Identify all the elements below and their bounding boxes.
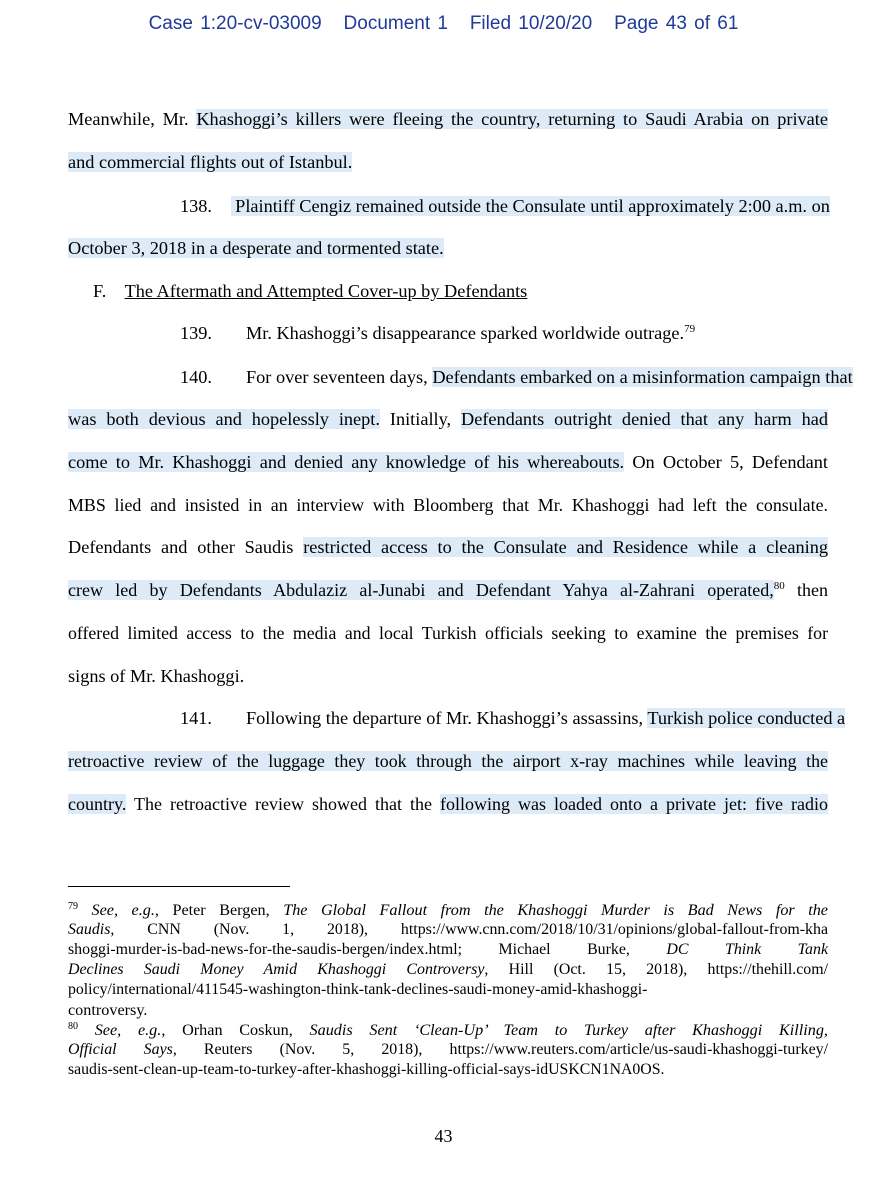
highlight: following was loaded onto a private jet: five radio (439, 794, 828, 814)
body-line: Defendants and other Saudis restricted access to the Consulate and Residence while a cleaning (68, 537, 829, 557)
highlight: Defendants embarked on a misinformation campaign that (432, 367, 853, 387)
section-title: The Aftermath and Attempted Cover-up by Defendants (124, 281, 528, 301)
highlight: Khashoggi’s killers were fleeing the country, returning to Saudi Arabia on private (196, 109, 828, 129)
paragraph-number: 138. (180, 196, 212, 216)
page-number: 43 (434, 1126, 453, 1146)
footnote-number: 80 (68, 1021, 78, 1032)
paragraph-number: 141. (180, 708, 212, 728)
paragraph-141-line: 141. Following the departure of Mr. Khashoggi’s assassins, Turkish police conducted a (180, 708, 846, 728)
highlight: country. (68, 794, 127, 814)
footnote-link[interactable]: , Reuters (Nov. 5, 2018), https://www.reuters.com/article/us-saudi-khashoggi-turkey/ (172, 1041, 828, 1058)
body-line: offered limited access to the media and local Turkish officials seeking to examine the premises for (68, 623, 828, 643)
section-letter: F. (93, 281, 107, 301)
body-line: MBS lied and insisted in an interview with Bloomberg that Mr. Khashoggi had left the consulate. (68, 495, 828, 515)
footnote-link[interactable]: policy/international/411545-washington-think-tank-declines-saudi-money-amid-khashoggi- (68, 981, 648, 998)
footnote-link[interactable]: shoggi-murder-is-bad-news-for-the-saudis-bergen/index.html; Michael Burke, (68, 941, 667, 958)
footnote-line: Declines Saudi Money Amid Khashoggi Controversy, Hill (Oct. 15, 2018), https://thehill.com/ (68, 961, 828, 978)
footnote-ref[interactable]: 80 (773, 580, 785, 592)
paragraph-number: 140. (180, 367, 212, 387)
highlight: and commercial flights out of Istanbul. (68, 152, 353, 172)
highlight: Turkish police conducted a (647, 708, 846, 728)
page-indicator: Page 43 of 61 (614, 13, 739, 34)
highlight: retroactive review of the luggage they took through the airport x-ray machines while leaving the (68, 751, 828, 771)
body-line: was both devious and hopelessly inept. Initially, Defendants outright denied that any harm had (68, 409, 828, 429)
footnote-ref[interactable]: 79 (684, 323, 696, 335)
footnote-79: $^{79}$ See, e.g., Peter Bergen, The Global Fallout from the Khashoggi Murder is Bad News for the (68, 901, 828, 919)
case-number: Case 1:20-cv-03009 (148, 13, 322, 34)
body-line: signs of Mr. Khashoggi. (68, 666, 245, 686)
highlight: come to Mr. Khashoggi and denied any knowledge of his whereabouts. (68, 452, 625, 472)
body-line: crew led by Defendants Abdulaziz al-Junabi and Defendant Yahya al-Zahrani operated,$^{80}$ then (68, 580, 828, 600)
body-line: country. The retroactive review showed that the following was loaded onto a private jet: five radio (68, 794, 828, 814)
highlight: restricted access to the Consulate and Residence while a cleaning (303, 537, 829, 557)
footnote-link[interactable]: controversy. (68, 1001, 148, 1019)
document-number: Document 1 (343, 13, 448, 34)
highlight: October 3, 2018 in a desperate and tormented state. (68, 238, 444, 258)
body-line (68, 151, 828, 173)
body-line (68, 750, 828, 772)
footnote-line: Saudis, CNN (Nov. 1, 2018), https://www.cnn.com/2018/10/31/opinions/global-fallout-from-kha (68, 921, 828, 938)
section-heading (68, 280, 853, 302)
filed-date: Filed 10/20/20 (469, 13, 593, 34)
body-line (68, 237, 828, 259)
body-line: come to Mr. Khashoggi and denied any knowledge of his whereabouts. On October 5, Defendant (68, 452, 828, 472)
paragraph-number: 139. (180, 323, 212, 343)
highlight: crew led by Defendants Abdulaziz al-Junabi and Defendant Yahya al-Zahrani operated, (68, 580, 774, 600)
paragraph-138-line (68, 195, 828, 217)
footnote-link[interactable]: saudis-sent-clean-up-team-to-turkey-after-khashoggi-killing-official-says-idUSKCN1NA0OS. (68, 1061, 665, 1078)
paragraph-139-line: 139. Mr. Khashoggi’s disappearance sparked worldwide outrage.$^{79}$ (180, 323, 696, 343)
footnote-link[interactable]: , CNN (Nov. 1, 2018), https://www.cnn.com/2018/10/31/opinions/global-fallout-from-kha (110, 921, 828, 938)
footnote-link[interactable]: , Hill (Oct. 15, 2018), https://thehill.com/ (484, 961, 828, 978)
footnote-line: shoggi-murder-is-bad-news-for-the-saudis-bergen/index.html; Michael Burke, DC Think Tank (68, 941, 829, 958)
highlight: Defendants outright denied that any harm had (461, 409, 828, 429)
body-line: Meanwhile, Mr. Khashoggi’s killers were fleeing the country, returning to Saudi Arabia on private (68, 109, 828, 129)
footnote-divider (68, 886, 290, 887)
highlight: was both devious and hopelessly inept. (68, 409, 380, 429)
highlight: Plaintiff Cengiz remained outside the Consulate until approximately 2:00 a.m. on (230, 196, 830, 216)
footnote-80: $^{80}$ See, e.g., Orhan Coskun, Saudis Sent ‘Clean-Up’ Team to Turkey after Khashoggi Killing, (68, 1021, 828, 1039)
footnote-number: 79 (68, 901, 78, 912)
paragraph-140-line: 140. For over seventeen days, Defendants embarked on a misinformation campaign that (180, 367, 853, 387)
case-header (0, 13, 887, 35)
footnote-line: Official Says, Reuters (Nov. 5, 2018), https://www.reuters.com/article/us-saudi-khashoggi-turkey/ (68, 1041, 828, 1058)
